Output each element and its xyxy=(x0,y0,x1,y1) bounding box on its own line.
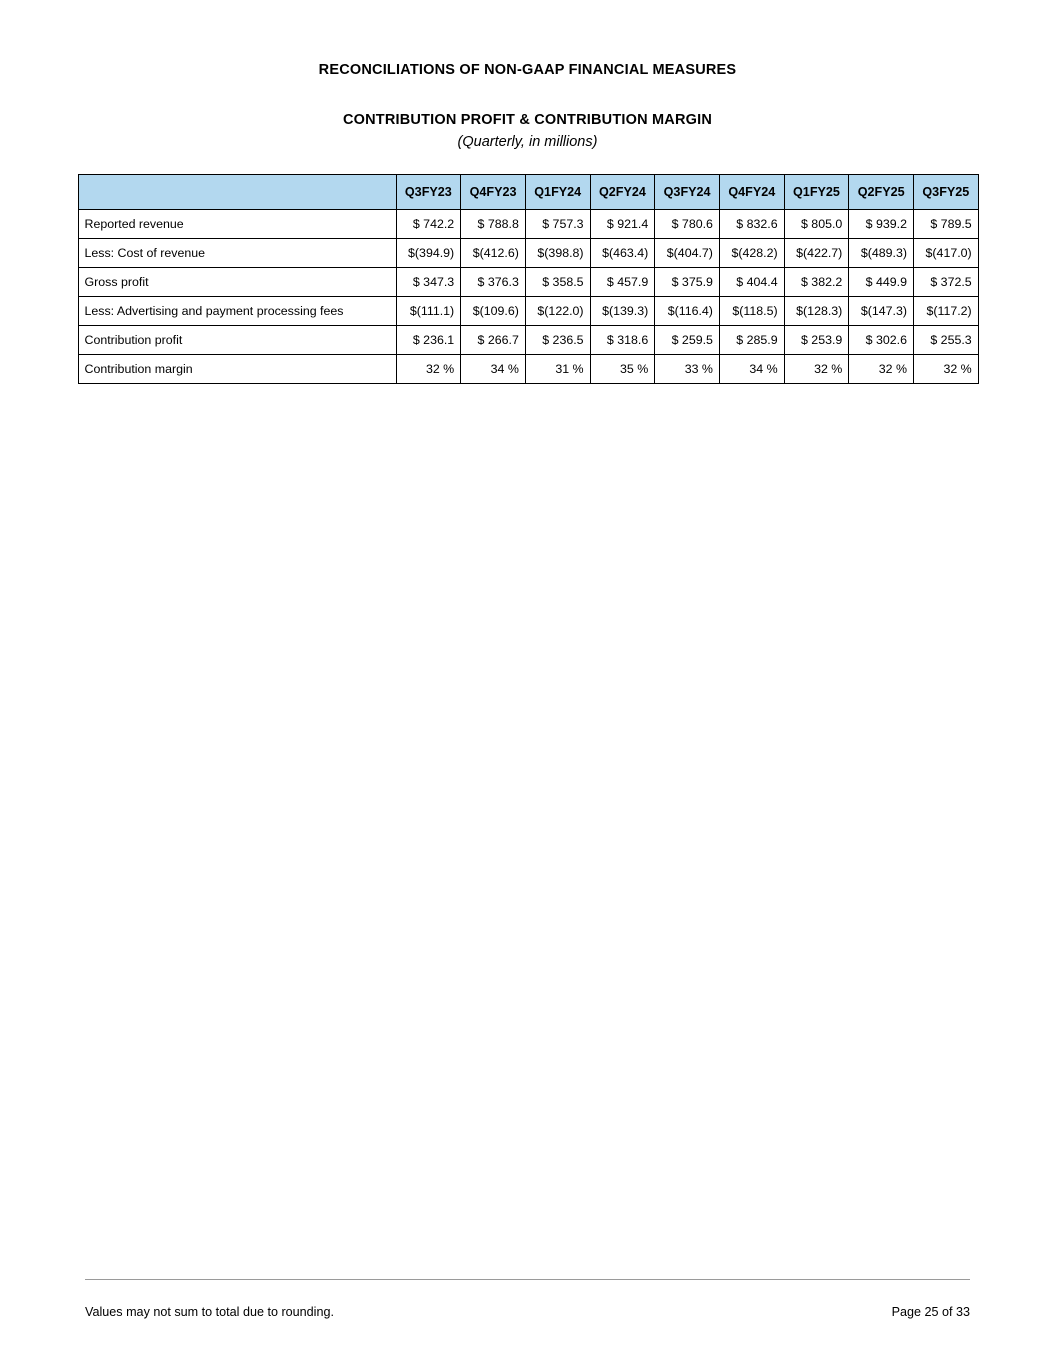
cell-reported-revenue-q4fy24: $ 832.6 xyxy=(719,210,784,239)
table-row xyxy=(78,268,978,297)
cell-advertising-fees-q3fy24: $(116.4) xyxy=(655,297,720,326)
cell-reported-revenue-q1fy25: $ 805.0 xyxy=(784,210,849,239)
table-header-row xyxy=(78,175,978,210)
cell-advertising-fees-q1fy25: $(128.3) xyxy=(784,297,849,326)
table-row xyxy=(78,326,978,355)
cell-advertising-fees-q4fy23: $(109.6) xyxy=(461,297,526,326)
column-header-q3fy23: Q3FY23 xyxy=(396,175,461,210)
row-label-contribution-profit: Contribution profit xyxy=(78,326,396,355)
cell-advertising-fees-q3fy25: $(117.2) xyxy=(914,297,979,326)
cell-cost-of-revenue-q4fy24: $(428.2) xyxy=(719,239,784,268)
cell-cost-of-revenue-q3fy23: $(394.9) xyxy=(396,239,461,268)
column-header-q1fy24: Q1FY24 xyxy=(525,175,590,210)
cell-cost-of-revenue-q2fy25: $(489.3) xyxy=(849,239,914,268)
table-row xyxy=(78,210,978,239)
cell-reported-revenue-q2fy24: $ 921.4 xyxy=(590,210,655,239)
cell-cost-of-revenue-q3fy25: $(417.0) xyxy=(914,239,979,268)
cell-cost-of-revenue-q4fy23: $(412.6) xyxy=(461,239,526,268)
column-header-q4fy23: Q4FY23 xyxy=(461,175,526,210)
column-header-q2fy24: Q2FY24 xyxy=(590,175,655,210)
column-header-q2fy25: Q2FY25 xyxy=(849,175,914,210)
cell-advertising-fees-q1fy24: $(122.0) xyxy=(525,297,590,326)
cell-contribution-margin-q4fy24: 34 % xyxy=(719,355,784,384)
cell-cost-of-revenue-q3fy24: $(404.7) xyxy=(655,239,720,268)
page-subtitle: CONTRIBUTION PROFIT & CONTRIBUTION MARGIN xyxy=(342,112,713,128)
row-label-reported-revenue: Reported revenue xyxy=(78,210,396,239)
contribution-profit-table xyxy=(78,174,979,384)
table-row xyxy=(78,297,978,326)
cell-contribution-margin-q4fy23: 34 % xyxy=(461,355,526,384)
cell-gross-profit-q3fy23: $ 347.3 xyxy=(396,268,461,297)
cell-cost-of-revenue-q2fy24: $(463.4) xyxy=(590,239,655,268)
cell-gross-profit-q3fy24: $ 375.9 xyxy=(655,268,720,297)
cell-advertising-fees-q2fy25: $(147.3) xyxy=(849,297,914,326)
cell-gross-profit-q1fy25: $ 382.2 xyxy=(784,268,849,297)
page-title: RECONCILIATIONS OF NON-GAAP FINANCIAL MEASURES xyxy=(318,62,737,78)
cell-reported-revenue-q1fy24: $ 757.3 xyxy=(525,210,590,239)
table-head xyxy=(78,175,978,210)
footer-page-number: Page 25 of 33 xyxy=(891,1305,970,1319)
cell-reported-revenue-q3fy24: $ 780.6 xyxy=(655,210,720,239)
cell-cost-of-revenue-q1fy24: $(398.8) xyxy=(525,239,590,268)
cell-gross-profit-q4fy24: $ 404.4 xyxy=(719,268,784,297)
title-block xyxy=(0,0,1055,150)
cell-contribution-profit-q2fy25: $ 302.6 xyxy=(849,326,914,355)
column-header-q3fy24: Q3FY24 xyxy=(655,175,720,210)
cell-contribution-margin-q3fy25: 32 % xyxy=(914,355,979,384)
row-label-cost-of-revenue: Less: Cost of revenue xyxy=(78,239,396,268)
table-body xyxy=(78,210,978,384)
cell-advertising-fees-q4fy24: $(118.5) xyxy=(719,297,784,326)
table-row xyxy=(78,355,978,384)
cell-contribution-profit-q3fy23: $ 236.1 xyxy=(396,326,461,355)
cell-gross-profit-q2fy25: $ 449.9 xyxy=(849,268,914,297)
row-label-advertising-payment-fees: Less: Advertising and payment processing fees xyxy=(78,297,396,326)
cell-contribution-profit-q2fy24: $ 318.6 xyxy=(590,326,655,355)
cell-cost-of-revenue-q1fy25: $(422.7) xyxy=(784,239,849,268)
footer-note: Values may not sum to total due to rounding. xyxy=(85,1305,334,1319)
cell-contribution-margin-q1fy24: 31 % xyxy=(525,355,590,384)
cell-advertising-fees-q3fy23: $(111.1) xyxy=(396,297,461,326)
cell-gross-profit-q2fy24: $ 457.9 xyxy=(590,268,655,297)
cell-contribution-profit-q3fy24: $ 259.5 xyxy=(655,326,720,355)
cell-contribution-margin-q2fy24: 35 % xyxy=(590,355,655,384)
cell-gross-profit-q1fy24: $ 358.5 xyxy=(525,268,590,297)
row-label-contribution-margin: Contribution margin xyxy=(78,355,396,384)
cell-reported-revenue-q2fy25: $ 939.2 xyxy=(849,210,914,239)
column-header-label xyxy=(78,175,396,210)
page-footer xyxy=(0,1279,1055,1365)
cell-contribution-profit-q1fy24: $ 236.5 xyxy=(525,326,590,355)
cell-contribution-profit-q3fy25: $ 255.3 xyxy=(914,326,979,355)
cell-reported-revenue-q3fy23: $ 742.2 xyxy=(396,210,461,239)
column-header-q3fy25: Q3FY25 xyxy=(914,175,979,210)
column-header-q4fy24: Q4FY24 xyxy=(719,175,784,210)
cell-reported-revenue-q3fy25: $ 789.5 xyxy=(914,210,979,239)
cell-contribution-margin-q1fy25: 32 % xyxy=(784,355,849,384)
cell-contribution-margin-q3fy24: 33 % xyxy=(655,355,720,384)
cell-contribution-profit-q4fy24: $ 285.9 xyxy=(719,326,784,355)
cell-gross-profit-q3fy25: $ 372.5 xyxy=(914,268,979,297)
table-row xyxy=(78,239,978,268)
cell-contribution-margin-q3fy23: 32 % xyxy=(396,355,461,384)
cell-reported-revenue-q4fy23: $ 788.8 xyxy=(461,210,526,239)
page-note: (Quarterly, in millions) xyxy=(457,134,598,150)
financial-table-container xyxy=(78,174,978,384)
footer-divider xyxy=(85,1279,970,1280)
cell-contribution-margin-q2fy25: 32 % xyxy=(849,355,914,384)
cell-contribution-profit-q4fy23: $ 266.7 xyxy=(461,326,526,355)
cell-gross-profit-q4fy23: $ 376.3 xyxy=(461,268,526,297)
column-header-q1fy25: Q1FY25 xyxy=(784,175,849,210)
cell-advertising-fees-q2fy24: $(139.3) xyxy=(590,297,655,326)
cell-contribution-profit-q1fy25: $ 253.9 xyxy=(784,326,849,355)
row-label-gross-profit: Gross profit xyxy=(78,268,396,297)
